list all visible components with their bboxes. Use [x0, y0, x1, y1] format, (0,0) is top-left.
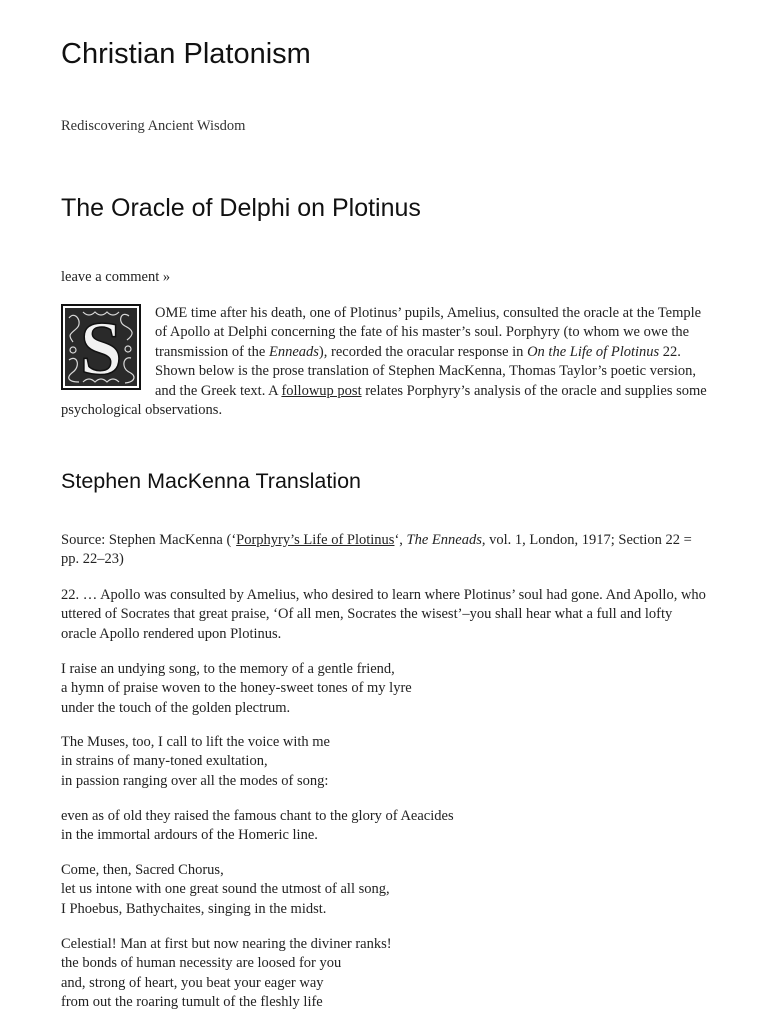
stanza-4	[61, 861, 711, 919]
dropcap-letter: S	[79, 307, 123, 390]
verse-line: in strains of many-toned exultation,	[61, 753, 268, 770]
intro-text-3: 22. Shown below is the prose translation of Stephen MacKenna, Thomas Taylor’s poetic version, and the Greek text. A	[155, 343, 697, 399]
enneads-title: Enneads	[268, 343, 319, 360]
verse-line: under the touch of the golden plectrum.	[61, 699, 291, 716]
section-heading: Stephen MacKenna Translation	[61, 469, 362, 493]
intro-paragraph	[61, 304, 711, 420]
verse-line: The Muses, too, I call to lift the voice with me	[61, 734, 330, 750]
intro-text-2: ), recorded the oracular response in	[318, 343, 528, 360]
verse-line: I raise an undying song, to the memory of a gentle friend,	[61, 661, 395, 677]
intro-text-1: OME time after his death, one of Plotinus’ pupils, Amelius, consulted the oracle at the Temple of Apollo at Delphi concerning the fate of his master’s soul. Porphyry (to whom we owe the transmission of the	[155, 305, 702, 360]
leave-comment-link[interactable]: leave a comment »	[61, 269, 171, 285]
verse-line: in the immortal ardours of the Homeric line.	[61, 827, 318, 844]
section-22-paragraph: 22. … Apollo was consulted by Amelius, who desired to learn where Plotinus’ soul had gone. And Apollo, who uttered of Socrates that great praise, ‘Of all men, Socrates the wisest’–you shall hear what a full and lofty oracle Apollo rendered upon Plotinus.	[61, 587, 706, 642]
stanza-5	[61, 935, 711, 1013]
verse-line: I Phoebus, Bathychaites, singing in the midst.	[61, 900, 327, 917]
porphyry-life-link[interactable]: Porphyry’s Life of Plotinus	[236, 532, 395, 548]
verse-line: even as of old they raised the famous chant to the glory of Aeacides	[61, 808, 454, 824]
post-title: The Oracle of Delphi on Plotinus	[61, 194, 421, 222]
stanza-2	[61, 733, 711, 791]
verse-line: Celestial! Man at first but now nearing the diviner ranks!	[61, 936, 392, 952]
verse-line: from out the roaring tumult of the fleshly life	[61, 994, 323, 1011]
site-title[interactable]: Christian Platonism	[61, 38, 311, 70]
life-of-plotinus-title: On the Life of Plotinus	[527, 343, 660, 360]
intro-text-4: relates Porphyry’s analysis of the oracle and supplies some psychological observations.	[61, 382, 707, 419]
source-mid: ‘,	[394, 532, 407, 548]
verse-line: the bonds of human necessity are loosed for you	[61, 955, 342, 972]
source-prefix: Source: Stephen MacKenna (‘	[61, 532, 237, 548]
site-tagline: Rediscovering Ancient Wisdom	[61, 118, 246, 134]
source-work-title: The Enneads	[406, 532, 482, 548]
source-suffix: , vol. 1, London, 1917; Section 22 = pp. 22–23)	[61, 532, 692, 568]
verse-line: and, strong of heart, you beat your eager way	[61, 974, 324, 991]
dropcap-s-illuminated-icon	[61, 304, 141, 390]
followup-post-link[interactable]: followup post	[281, 382, 362, 399]
verse-line: let us intone with one great sound the utmost of all song,	[61, 881, 390, 898]
verse-line: Come, then, Sacred Chorus,	[61, 862, 224, 878]
stanza-1	[61, 660, 711, 718]
verse-line: in passion ranging over all the modes of song:	[61, 772, 329, 789]
source-citation	[61, 531, 711, 570]
verse-line: a hymn of praise woven to the honey-sweet tones of my lyre	[61, 680, 412, 697]
stanza-3	[61, 807, 711, 846]
